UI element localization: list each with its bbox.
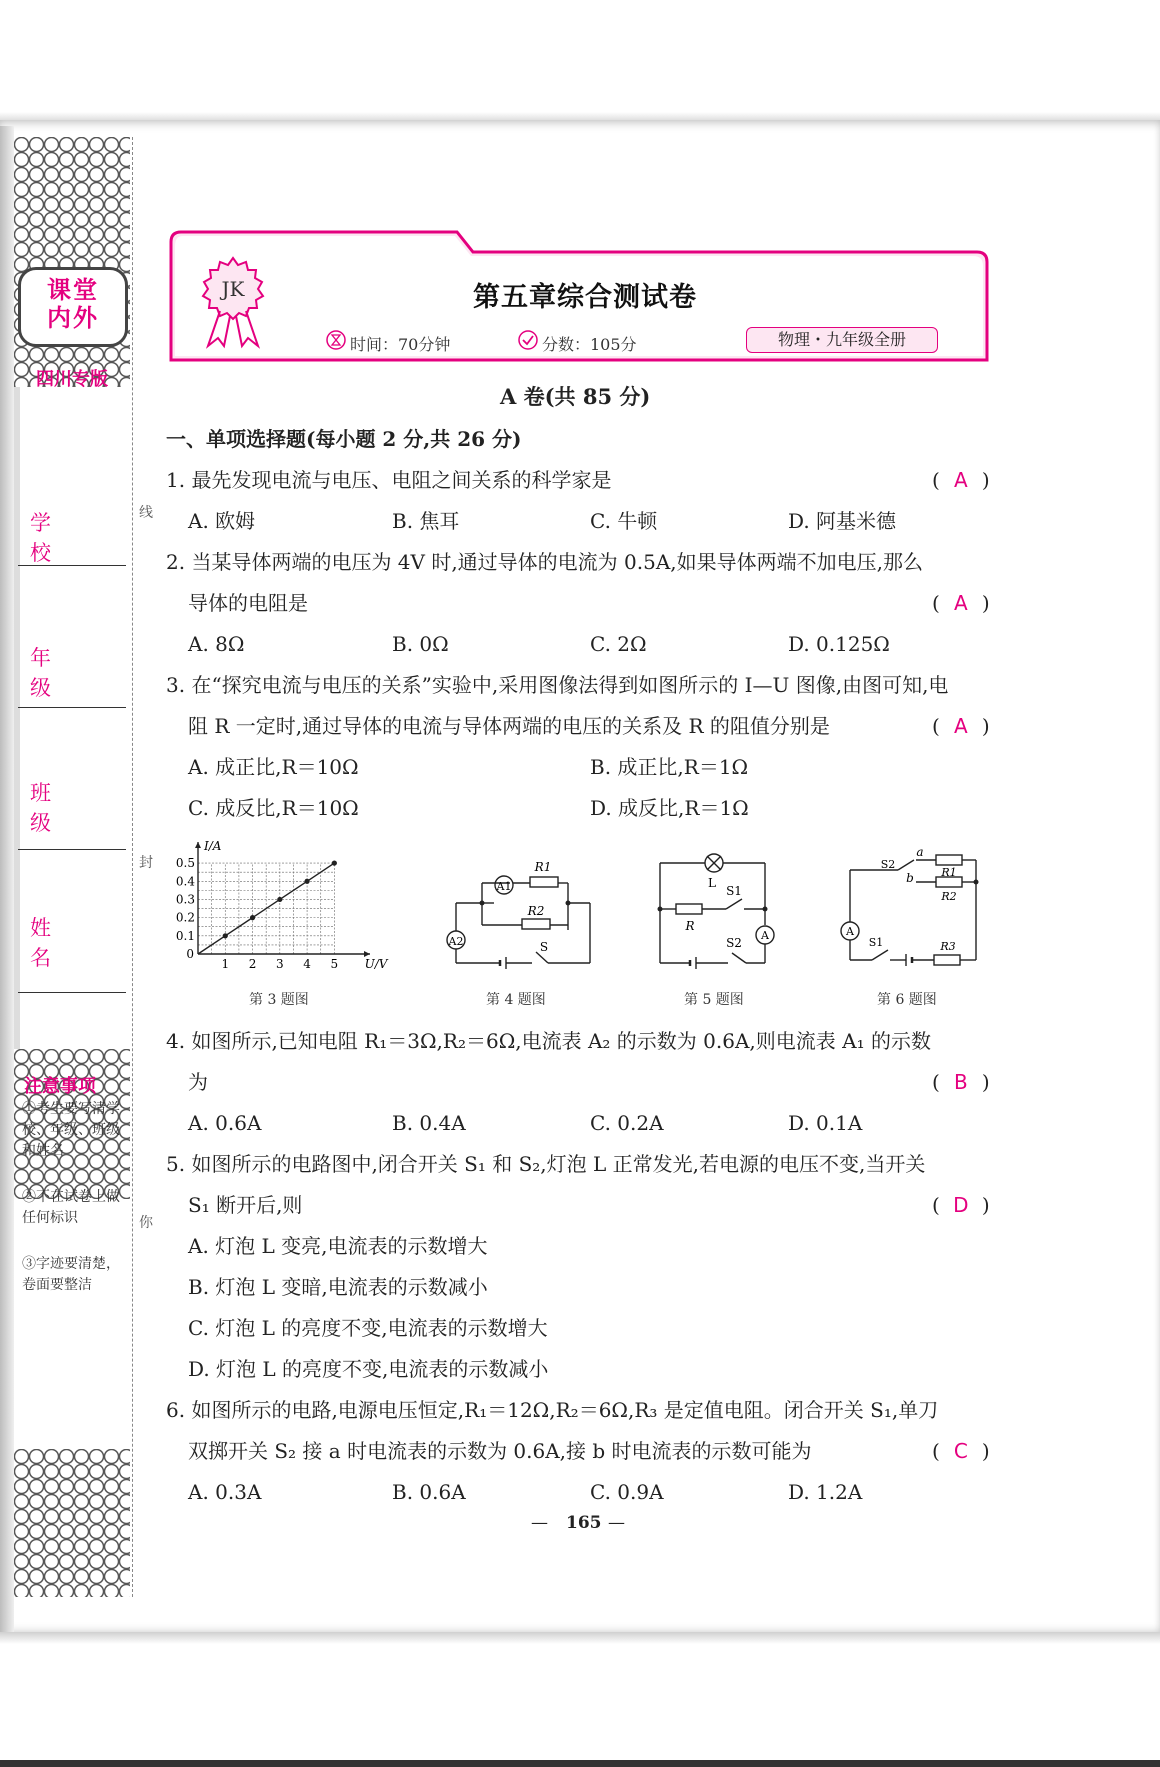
binding-mark-line: 线: [139, 505, 153, 521]
q2-option-a: A. 8Ω: [188, 632, 245, 656]
q2-option-b: B. 0Ω: [392, 632, 449, 656]
page-title: 第五章综合测试卷: [473, 282, 697, 313]
x-tick-label: 4: [303, 957, 311, 971]
footer-dash-left: —: [531, 1513, 548, 1533]
q3-option-c: C. 成反比,R＝10Ω: [188, 796, 359, 820]
x-tick-label: 1: [221, 957, 230, 971]
q4-answer: ( B ): [932, 1070, 990, 1094]
q5-stem-line2: S₁ 断开后,则: [188, 1193, 303, 1217]
q2-stem-line2: 导体的电阻是: [188, 591, 308, 615]
figure-6-caption: 第 6 题图: [877, 992, 937, 1008]
q1-stem: 1. 最先发现电流与电压、电阻之间关系的科学家是: [166, 468, 612, 492]
q3-option-a: A. 成正比,R＝10Ω: [188, 755, 359, 779]
q3-stem-line2: 阻 R 一定时,通过导体的电流与导体两端的电压的关系及 R 的阻值分别是: [188, 714, 830, 738]
y-tick-label: 0.5: [175, 856, 195, 871]
q5-option-c: C. 灯泡 L 的亮度不变,电流表的示数增大: [188, 1316, 548, 1340]
note-3: ③字迹要清楚，卷面要整洁: [22, 1256, 120, 1293]
svg-text:R3: R3: [940, 940, 956, 953]
svg-text:R2: R2: [941, 890, 957, 903]
fig6-switch-s1: [872, 950, 888, 960]
bottom-bar: [0, 1760, 1160, 1767]
q1-option-a: A. 欧姆: [188, 509, 256, 533]
figure-5-caption: 第 5 题图: [684, 992, 744, 1008]
field-name: 姓 名: [30, 916, 73, 970]
svg-text:R: R: [685, 919, 695, 933]
q5-stem-line1: 5. 如图所示的电路图中,闭合开关 S₁ 和 S₂,灯泡 L 正常发光,若电源的电压不变,当开关: [166, 1152, 926, 1176]
q6-stem-line1: 6. 如图所示的电路,电源电压恒定,R₁＝12Ω,R₂＝6Ω,R₃ 是定值电阻。闭合开关 S₁,单刀: [166, 1398, 939, 1422]
q1-option-c: C. 牛顿: [590, 509, 658, 533]
figure-3-caption: 第 3 题图: [249, 992, 309, 1008]
figure-3-chart: [175, 838, 390, 974]
x-tick-label: 3: [275, 957, 284, 971]
figure-5-circuit: [650, 845, 785, 970]
time-info: 时间：70分钟: [350, 335, 451, 354]
svg-text:S1: S1: [726, 884, 742, 898]
svg-text:L: L: [708, 876, 716, 890]
q4-option-a: A. 0.6A: [188, 1111, 262, 1135]
svg-text:A: A: [761, 929, 769, 942]
q6-option-a: A. 0.3A: [188, 1480, 262, 1504]
q4-stem-line2: 为: [188, 1070, 208, 1094]
svg-text:A2: A2: [448, 935, 464, 948]
x-tick-label: 2: [248, 957, 257, 971]
q6-option-d: D. 1.2A: [788, 1480, 863, 1504]
q6-option-c: C. 0.9A: [590, 1480, 664, 1504]
fig5-switch-s2: [732, 953, 746, 963]
q4-stem-line1: 4. 如图所示,已知电阻 R₁＝3Ω,R₂＝6Ω,电流表 A₂ 的示数为 0.6A,则电流表 A₁ 的示数: [166, 1029, 931, 1053]
data-point: [277, 897, 282, 902]
badge-text: JK: [221, 277, 245, 301]
y-axis-arrow: [195, 842, 201, 848]
q2-stem-line1: 2. 当某导体两端的电压为 4V 时,通过导体的电流为 0.5A,如果导体两端不加电压,那么: [166, 550, 924, 574]
note-1: ①考生要写清学校、年级、班级和姓名: [22, 1101, 120, 1159]
svg-text:S1: S1: [868, 936, 884, 949]
fig5-switch-s1: [726, 899, 742, 909]
q2-option-c: C. 2Ω: [590, 632, 647, 656]
page-number: 165: [566, 1513, 602, 1533]
page-edge: [0, 126, 14, 1632]
data-point: [223, 933, 228, 938]
logo-line2: 内外: [47, 304, 99, 332]
svg-text:S2: S2: [880, 858, 896, 871]
q4-option-c: C. 0.2A: [590, 1111, 664, 1135]
svg-text:R1: R1: [534, 860, 552, 874]
y-tick-label: 0.4: [175, 874, 195, 889]
q3-option-d: D. 成反比,R＝1Ω: [590, 796, 749, 820]
field-name-line: [18, 992, 126, 993]
q5-option-b: B. 灯泡 L 变暗,电流表的示数减小: [188, 1275, 488, 1299]
field-school: 学 校: [30, 511, 73, 565]
footer-dash-right: —: [608, 1513, 625, 1533]
binding-mark-you: 你: [139, 1215, 153, 1231]
q1-answer: ( A ): [932, 468, 990, 492]
data-point: [332, 860, 337, 865]
q1-option-d: D. 阿基米德: [788, 509, 897, 533]
notes-title: 注意事项: [24, 1076, 96, 1097]
svg-text:R1: R1: [941, 866, 957, 879]
q5-option-d: D. 灯泡 L 的亮度不变,电流表的示数减小: [188, 1357, 549, 1381]
binding-sidebar: [14, 137, 133, 1597]
y-tick-label: 0.2: [175, 910, 195, 925]
fig5-resistor-r: [676, 904, 702, 914]
part-title: A 卷(共 85 分): [500, 384, 651, 409]
q3-answer-letter: A: [953, 714, 968, 738]
svg-text:b: b: [906, 871, 914, 885]
q2-answer-letter: A: [953, 591, 968, 615]
fig4-resistor-r2: [522, 919, 550, 929]
q4-answer-letter: B: [953, 1070, 968, 1094]
q5-answer-letter: D: [953, 1193, 969, 1217]
x-axis-label: U/V: [364, 957, 388, 971]
q6-answer-letter: C: [953, 1439, 968, 1463]
fig6-resistor-r3: [934, 955, 960, 965]
q4-option-d: D. 0.1A: [788, 1111, 863, 1135]
svg-text:S: S: [539, 940, 549, 954]
logo-line1: 课堂: [47, 276, 99, 304]
q3-answer: ( A ): [932, 714, 990, 738]
y-tick-label: 0.3: [175, 892, 195, 907]
q5-option-a: A. 灯泡 L 变亮,电流表的示数增大: [188, 1234, 488, 1258]
fig6-resistor-r1: [936, 855, 962, 865]
origin-label: 0: [186, 947, 194, 961]
q1-answer-letter: A: [953, 468, 968, 492]
pattern-bottom: [14, 1449, 130, 1597]
q2-answer: ( A ): [932, 591, 990, 615]
q5-answer: ( D ): [932, 1193, 990, 1217]
svg-text:A1: A1: [496, 880, 512, 893]
field-class-line: [18, 849, 126, 850]
pattern-top: [14, 137, 130, 387]
q1-option-b: B. 焦耳: [392, 509, 460, 533]
note-2: ②不在试卷上做任何标识: [22, 1189, 120, 1226]
field-grade: 年 级: [30, 646, 73, 700]
edition-label: 四川专版: [36, 369, 108, 390]
fig4-resistor-r1: [530, 877, 558, 887]
x-tick-label: 5: [330, 957, 339, 971]
field-grade-line: [18, 707, 126, 708]
q3-option-b: B. 成正比,R＝1Ω: [590, 755, 749, 779]
svg-text:R2: R2: [527, 904, 545, 918]
data-point: [250, 915, 255, 920]
q4-option-b: B. 0.4A: [392, 1111, 466, 1135]
y-axis-label: I/A: [204, 839, 222, 853]
figure-6-circuit: [838, 842, 988, 970]
y-tick-label: 0.1: [175, 928, 195, 943]
field-school-line: [18, 565, 126, 566]
hourglass-icon: [326, 330, 346, 350]
q3-stem-line1: 3. 在“探究电流与电压的关系”实验中,采用图像法得到如图所示的 I—U 图像,由图可知,电: [166, 673, 949, 697]
subject-tag: 物理・九年级全册: [746, 327, 938, 353]
q2-option-d: D. 0.125Ω: [788, 632, 890, 656]
check-icon: [518, 330, 538, 350]
field-class: 班 级: [30, 781, 73, 835]
svg-text:A: A: [846, 925, 854, 938]
section-heading: 一、单项选择题(每小题 2 分,共 26 分): [166, 427, 522, 451]
data-point: [304, 879, 309, 884]
score-info: 分数：105分: [542, 335, 637, 354]
svg-text:a: a: [916, 845, 924, 859]
fig6-switch-s2: [898, 860, 914, 870]
binding-mark-seal: 封: [139, 855, 153, 871]
q6-answer: ( C ): [932, 1439, 990, 1463]
q6-stem-line2: 双掷开关 S₂ 接 a 时电流表的示数为 0.6A,接 b 时电流表的示数可能为: [188, 1439, 812, 1463]
svg-text:S2: S2: [726, 936, 742, 950]
figure-4-caption: 第 4 题图: [486, 992, 546, 1008]
figure-4-circuit: [440, 855, 600, 970]
q6-option-b: B. 0.6A: [392, 1480, 466, 1504]
